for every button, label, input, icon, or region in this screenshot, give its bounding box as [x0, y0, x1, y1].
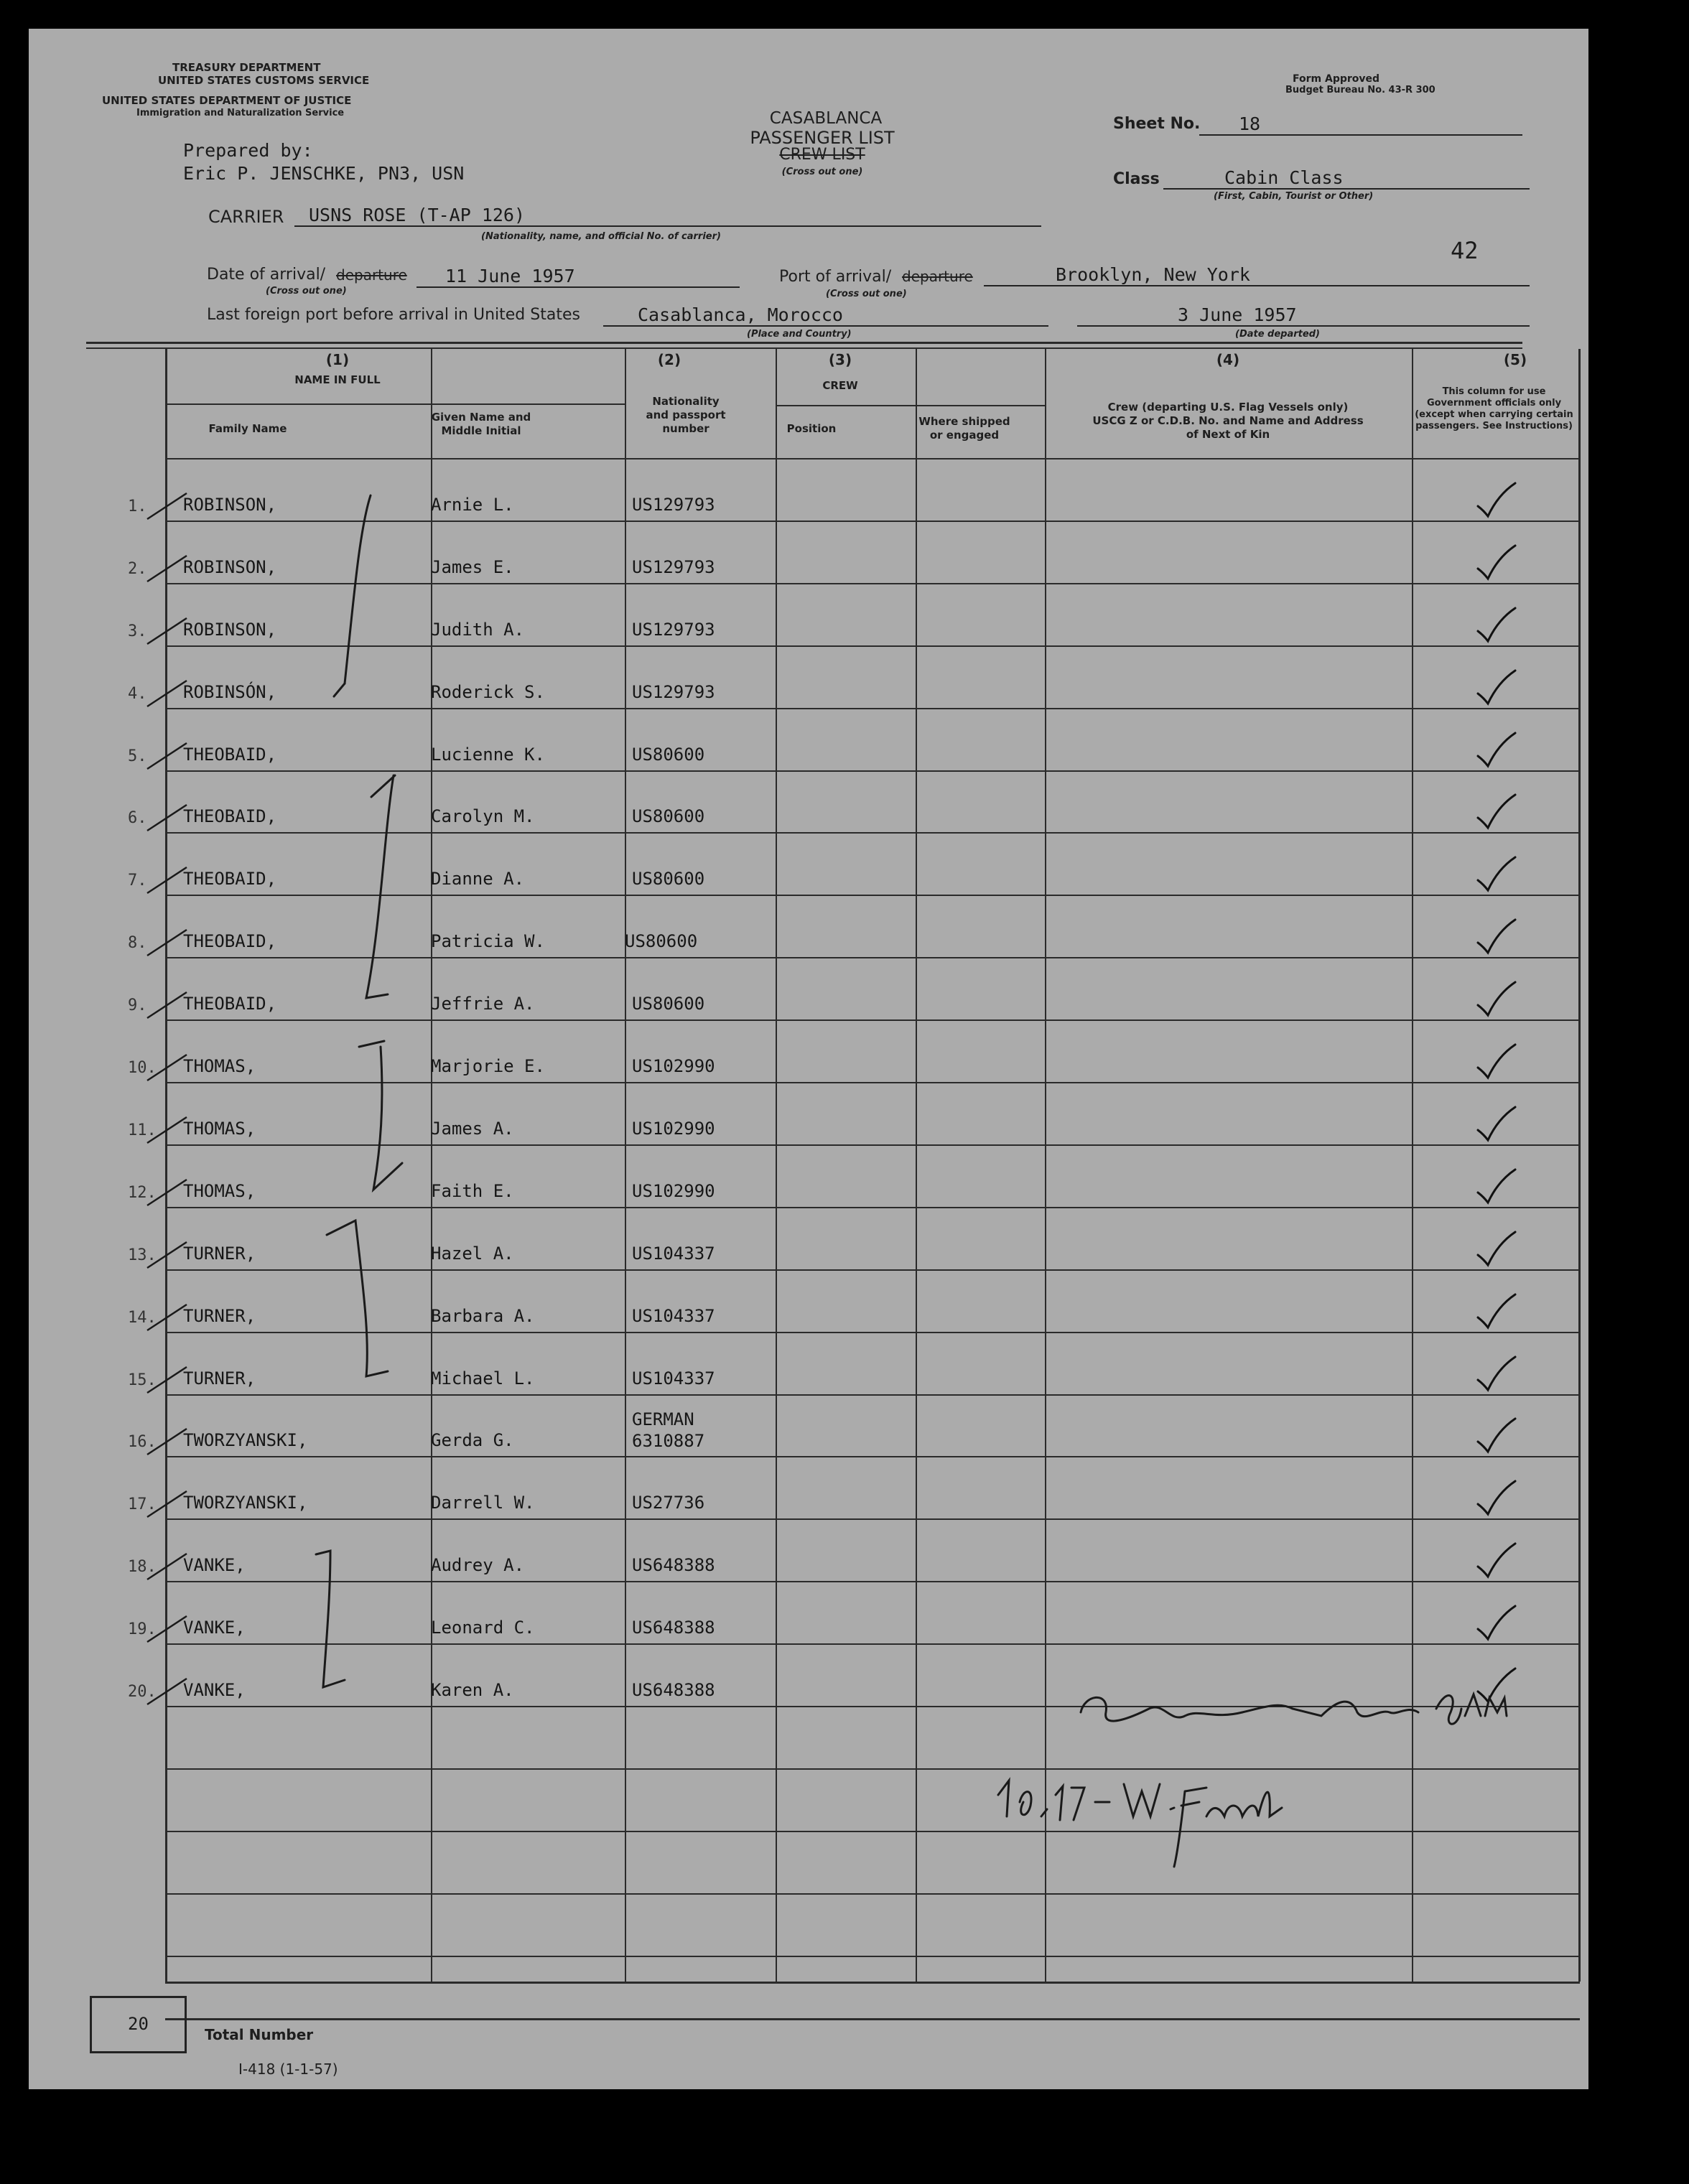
form-approved: Form Approved [1293, 73, 1380, 85]
check-mark-icon [1472, 1602, 1522, 1645]
arrival-crossed: departure [336, 266, 407, 284]
passport-cell: US80600 [625, 931, 698, 951]
passport-cell: US104337 [632, 1368, 715, 1389]
sheet-label: Sheet No. [1113, 115, 1201, 133]
table-row-rule [165, 1332, 1580, 1333]
passport-cell: US102990 [632, 1056, 715, 1076]
row-tick-icon [144, 1049, 194, 1085]
budget-bureau-no: Budget Bureau No. 43-R 300 [1285, 85, 1436, 95]
given-name-cell: Gerda G. [431, 1430, 514, 1450]
col-where-shipped: Where shipped or engaged [918, 415, 1010, 442]
check-mark-icon [1472, 853, 1522, 896]
row-tick-icon [144, 737, 194, 773]
family-name-cell: TURNER, [183, 1368, 256, 1389]
title-note: (Cross out one) [781, 167, 863, 177]
given-name-cell: Dianne A. [431, 869, 525, 889]
table-row-rule [165, 1831, 1580, 1832]
row-number: 11. [128, 1121, 157, 1139]
row-number: 7. [128, 872, 147, 890]
prepared-by-value: Eric P. JENSCHKE, PN3, USN [183, 163, 465, 184]
table-col-rule [1045, 349, 1046, 1982]
table-row-rule [165, 895, 1580, 896]
row-tick-icon [144, 1485, 194, 1521]
check-mark-icon [1472, 1477, 1522, 1520]
col2-title: Nationality and passport number [646, 395, 726, 435]
family-name-cell: THEOBAID, [183, 994, 277, 1014]
agency-line-1: TREASURY DEPARTMENT [172, 61, 321, 74]
family-name-cell: TURNER, [183, 1306, 256, 1326]
passport-cell: US129793 [632, 495, 715, 515]
row-tick-icon [144, 799, 194, 835]
carrier-value: USNS ROSE (T-AP 126) [294, 205, 1041, 227]
passport-cell: US129793 [632, 682, 715, 702]
row-tick-icon [144, 986, 194, 1022]
row-tick-icon [144, 1673, 194, 1709]
given-name-cell: Hazel A. [431, 1243, 514, 1264]
table-row-rule [165, 458, 1580, 459]
check-mark-icon [1472, 479, 1522, 522]
agency-line-2: UNITED STATES CUSTOMS SERVICE [158, 74, 370, 87]
table-row-rule [165, 1643, 1580, 1645]
table-subheader-rule [776, 405, 1045, 406]
row-number: 6. [128, 809, 147, 827]
check-mark-icon [1472, 1228, 1522, 1271]
given-name-cell: Judith A. [431, 620, 525, 640]
table-col-rule [1578, 349, 1581, 1982]
table-row-rule [165, 583, 1580, 584]
family-name-cell: THEOBAID, [183, 931, 277, 951]
table-col-rule [916, 349, 917, 1982]
col2-number: (2) [657, 351, 681, 368]
arrival-note: (Cross out one) [266, 286, 347, 297]
col-position: Position [786, 422, 837, 435]
table-row-rule [165, 1893, 1580, 1895]
row-tick-icon [144, 1423, 194, 1459]
row-number: 12. [128, 1184, 157, 1202]
row-number: 8. [128, 934, 147, 952]
table-row-rule [165, 1269, 1580, 1271]
col3-number: (3) [828, 351, 852, 368]
table-row-rule [165, 832, 1580, 834]
agency-line-4: Immigration and Naturalization Service [136, 108, 345, 118]
passport-cell: US102990 [632, 1119, 715, 1139]
table-row-rule [165, 708, 1580, 709]
given-name-cell: Audrey A. [431, 1555, 525, 1575]
carrier-label: CARRIER [208, 207, 284, 227]
passport-cell: US648388 [632, 1618, 715, 1638]
family-name-cell: VANKE, [183, 1680, 246, 1700]
family-name-cell: THEOBAID, [183, 806, 277, 826]
check-mark-icon [1472, 790, 1522, 834]
given-name-cell: Faith E. [431, 1181, 514, 1201]
bracket-mark-robinson [345, 495, 371, 683]
given-name-cell: Karen A. [431, 1680, 514, 1700]
family-name-cell: VANKE, [183, 1618, 246, 1638]
passport-cell: US129793 [632, 620, 715, 640]
table-top-rule-2 [86, 347, 1522, 349]
row-tick-icon [144, 1111, 194, 1147]
check-mark-icon [1472, 1353, 1522, 1396]
class-label: Class [1113, 170, 1160, 188]
given-name-cell: James E. [431, 557, 514, 577]
given-name-cell: Arnie L. [431, 495, 514, 515]
passport-cell: US104337 [632, 1306, 715, 1326]
given-name-cell: Carolyn M. [431, 806, 535, 826]
table-bottom-rule [165, 1982, 1580, 1984]
table-row-rule [165, 2018, 1580, 2020]
check-mark-icon [1472, 1664, 1522, 1707]
col4-number: (4) [1216, 351, 1240, 368]
given-name-cell: Marjorie E. [431, 1056, 545, 1076]
table-top-rule-1 [86, 342, 1522, 344]
table-subheader-rule [165, 403, 625, 405]
passport-cell: US648388 [632, 1555, 715, 1575]
check-mark-icon [1472, 729, 1522, 772]
table-row-rule [165, 1706, 1580, 1707]
family-name-cell: THEOBAID, [183, 869, 277, 889]
row-tick-icon [144, 1610, 194, 1646]
check-mark-icon [1472, 666, 1522, 709]
row-number: 20. [128, 1683, 157, 1701]
col5-title: This column for use Government officials only (except when carrying certain passengers. See Instructions) [1415, 386, 1573, 431]
total-box [90, 1996, 187, 2053]
family-name-cell: TURNER, [183, 1243, 256, 1264]
prepared-by-label: Prepared by: [183, 140, 313, 161]
agency-line-3: UNITED STATES DEPARTMENT OF JUSTICE [102, 94, 352, 107]
family-name-cell: THOMAS, [183, 1181, 256, 1201]
col1-number: (1) [325, 351, 350, 368]
row-tick-icon [144, 675, 194, 711]
col5-number: (5) [1503, 351, 1527, 368]
form-number: I-418 (1-1-57) [238, 2061, 338, 2078]
family-name-cell: ROBINSON, [183, 620, 277, 640]
row-number: 10. [128, 1059, 157, 1077]
arrival-label: Date of arrival/ [207, 266, 326, 284]
check-mark-icon [1472, 541, 1522, 584]
row-number: 3. [128, 622, 147, 640]
sheet-value: 18 [1199, 113, 1522, 136]
table-col-rule [1412, 349, 1413, 1982]
passport-cell: US648388 [632, 1680, 715, 1700]
table-col-rule [776, 349, 777, 1982]
bracket-mark-thomas [373, 1047, 402, 1190]
check-mark-icon [1472, 978, 1522, 1021]
given-name-cell: Patricia W. [431, 931, 545, 951]
table-row-rule [165, 1768, 1580, 1770]
check-mark-icon [1472, 1414, 1522, 1457]
family-name-cell: THEOBAID, [183, 745, 277, 765]
given-name-cell: Lucienne K. [431, 745, 545, 765]
bracket-mark-vanke [316, 1551, 345, 1687]
given-name-cell: Barbara A. [431, 1306, 535, 1326]
given-name-cell: Darrell W. [431, 1493, 535, 1513]
arrival-date: 11 June 1957 [417, 266, 740, 288]
check-mark-icon [1472, 1539, 1522, 1582]
passport-cell: US80600 [632, 869, 705, 889]
row-number: 17. [128, 1495, 157, 1513]
given-name-cell: Leonard C. [431, 1618, 535, 1638]
col-family-name: Family Name [208, 422, 287, 435]
carrier-note: (Nationality, name, and official No. of carrier) [481, 231, 721, 242]
row-tick-icon [144, 1236, 194, 1272]
row-number: 9. [128, 997, 147, 1014]
table-row-rule [165, 770, 1580, 772]
row-number: 14. [128, 1309, 157, 1327]
col4-title: Crew (departing U.S. Flag Vessels only) USCG Z or C.D.B. No. and Name and Address of Next of Kin [1092, 401, 1364, 441]
title-crew-list: CREW LIST [779, 146, 865, 164]
row-number: 13. [128, 1246, 157, 1264]
passport-cell: US80600 [632, 994, 705, 1014]
passport-cell: US80600 [632, 745, 705, 765]
table-row-rule [165, 1207, 1580, 1208]
row-number: 2. [128, 560, 147, 578]
table-row-rule [165, 1144, 1580, 1146]
passport-cell: US104337 [632, 1243, 715, 1264]
table-row-rule [165, 1581, 1580, 1582]
check-mark-icon [1472, 1040, 1522, 1083]
row-number: 5. [128, 747, 147, 765]
family-name-cell: THOMAS, [183, 1056, 256, 1076]
col-given-name: Given Name and Middle Initial [431, 411, 531, 437]
table-row-rule [165, 957, 1580, 958]
table-col-rule [165, 349, 167, 1982]
table-row-rule [165, 1394, 1580, 1396]
row-tick-icon [144, 612, 194, 648]
family-name-cell: TWORZYANSKI, [183, 1493, 308, 1513]
port-arrival-value: Brooklyn, New York [984, 264, 1530, 286]
port-arrival-label: Port of arrival/ [779, 268, 892, 286]
row-number: 19. [128, 1620, 157, 1638]
bracket-mark-theobaid [366, 775, 394, 998]
table-row-rule [165, 1019, 1580, 1021]
check-mark-icon [1472, 1290, 1522, 1333]
col1-title: NAME IN FULL [294, 373, 381, 386]
family-name-cell: THOMAS, [183, 1119, 256, 1139]
family-name-cell: TWORZYANSKI, [183, 1430, 308, 1450]
row-tick-icon [144, 1299, 194, 1335]
row-tick-icon [144, 550, 194, 586]
title-port: CASABLANCA [769, 109, 883, 128]
table-row-rule [165, 1082, 1580, 1083]
row-number: 4. [128, 685, 147, 703]
family-name-cell: ROBINSÓN, [183, 682, 277, 702]
date-departed-value: 3 June 1957 [1077, 304, 1530, 327]
total-value: 20 [128, 2014, 149, 2034]
passport-cell: US102990 [632, 1181, 715, 1201]
row-tick-icon [144, 487, 194, 523]
passport-cell: US80600 [632, 806, 705, 826]
row-number: 1. [128, 498, 147, 515]
table-row-rule [165, 1456, 1580, 1457]
check-mark-icon [1472, 604, 1522, 647]
title-passenger-list: PASSENGER LIST [750, 128, 895, 148]
passport-cell: US129793 [632, 557, 715, 577]
col3-title: CREW [822, 379, 858, 392]
signature-mark [1081, 1697, 1418, 1721]
row-number: 16. [128, 1433, 157, 1451]
row-number: 18. [128, 1558, 157, 1576]
row-tick-icon [144, 862, 194, 897]
given-name-cell: Michael L. [431, 1368, 535, 1389]
passport-cell: US27736 [632, 1493, 705, 1513]
given-name-cell: James A. [431, 1119, 514, 1139]
table-row-rule [165, 521, 1580, 522]
passport-cell: GERMAN 6310887 [632, 1409, 705, 1451]
date-departed-note: (Date departed) [1235, 329, 1320, 340]
family-name-cell: VANKE, [183, 1555, 246, 1575]
initials-mark [998, 1781, 1109, 1820]
check-mark-icon [1472, 1165, 1522, 1208]
row-tick-icon [144, 1548, 194, 1584]
table-row-rule [165, 1518, 1580, 1520]
class-value: Cabin Class [1163, 167, 1530, 190]
port-arrival-crossed: departure [902, 268, 973, 285]
row-tick-icon [144, 924, 194, 960]
foreign-port-value: Casablanca, Morocco [603, 304, 1048, 327]
family-name-cell: ROBINSON, [183, 557, 277, 577]
check-mark-icon [1472, 915, 1522, 958]
row-tick-icon [144, 1361, 194, 1397]
row-tick-icon [144, 1174, 194, 1210]
check-mark-icon [1472, 1103, 1522, 1146]
table-col-rule [625, 349, 626, 1982]
bracket-mark-turner [327, 1221, 388, 1376]
table-row-rule [165, 645, 1580, 647]
row-number: 15. [128, 1371, 157, 1389]
given-name-cell: Jeffrie A. [431, 994, 535, 1014]
time-mark [1436, 1695, 1461, 1724]
foreign-port-note: (Place and Country) [747, 329, 852, 340]
given-name-cell: Roderick S. [431, 682, 545, 702]
table-row-rule [165, 1956, 1580, 1957]
foreign-port-label: Last foreign port before arrival in United States [207, 306, 580, 324]
table-col-rule [431, 349, 432, 1982]
family-name-cell: ROBINSON, [183, 495, 277, 515]
port-arrival-note: (Cross out one) [826, 289, 907, 299]
manifest-sheet [29, 29, 1588, 2089]
total-label: Total Number [205, 2026, 314, 2043]
page-number: 42 [1451, 237, 1479, 264]
class-note: (First, Cabin, Tourist or Other) [1214, 191, 1374, 202]
